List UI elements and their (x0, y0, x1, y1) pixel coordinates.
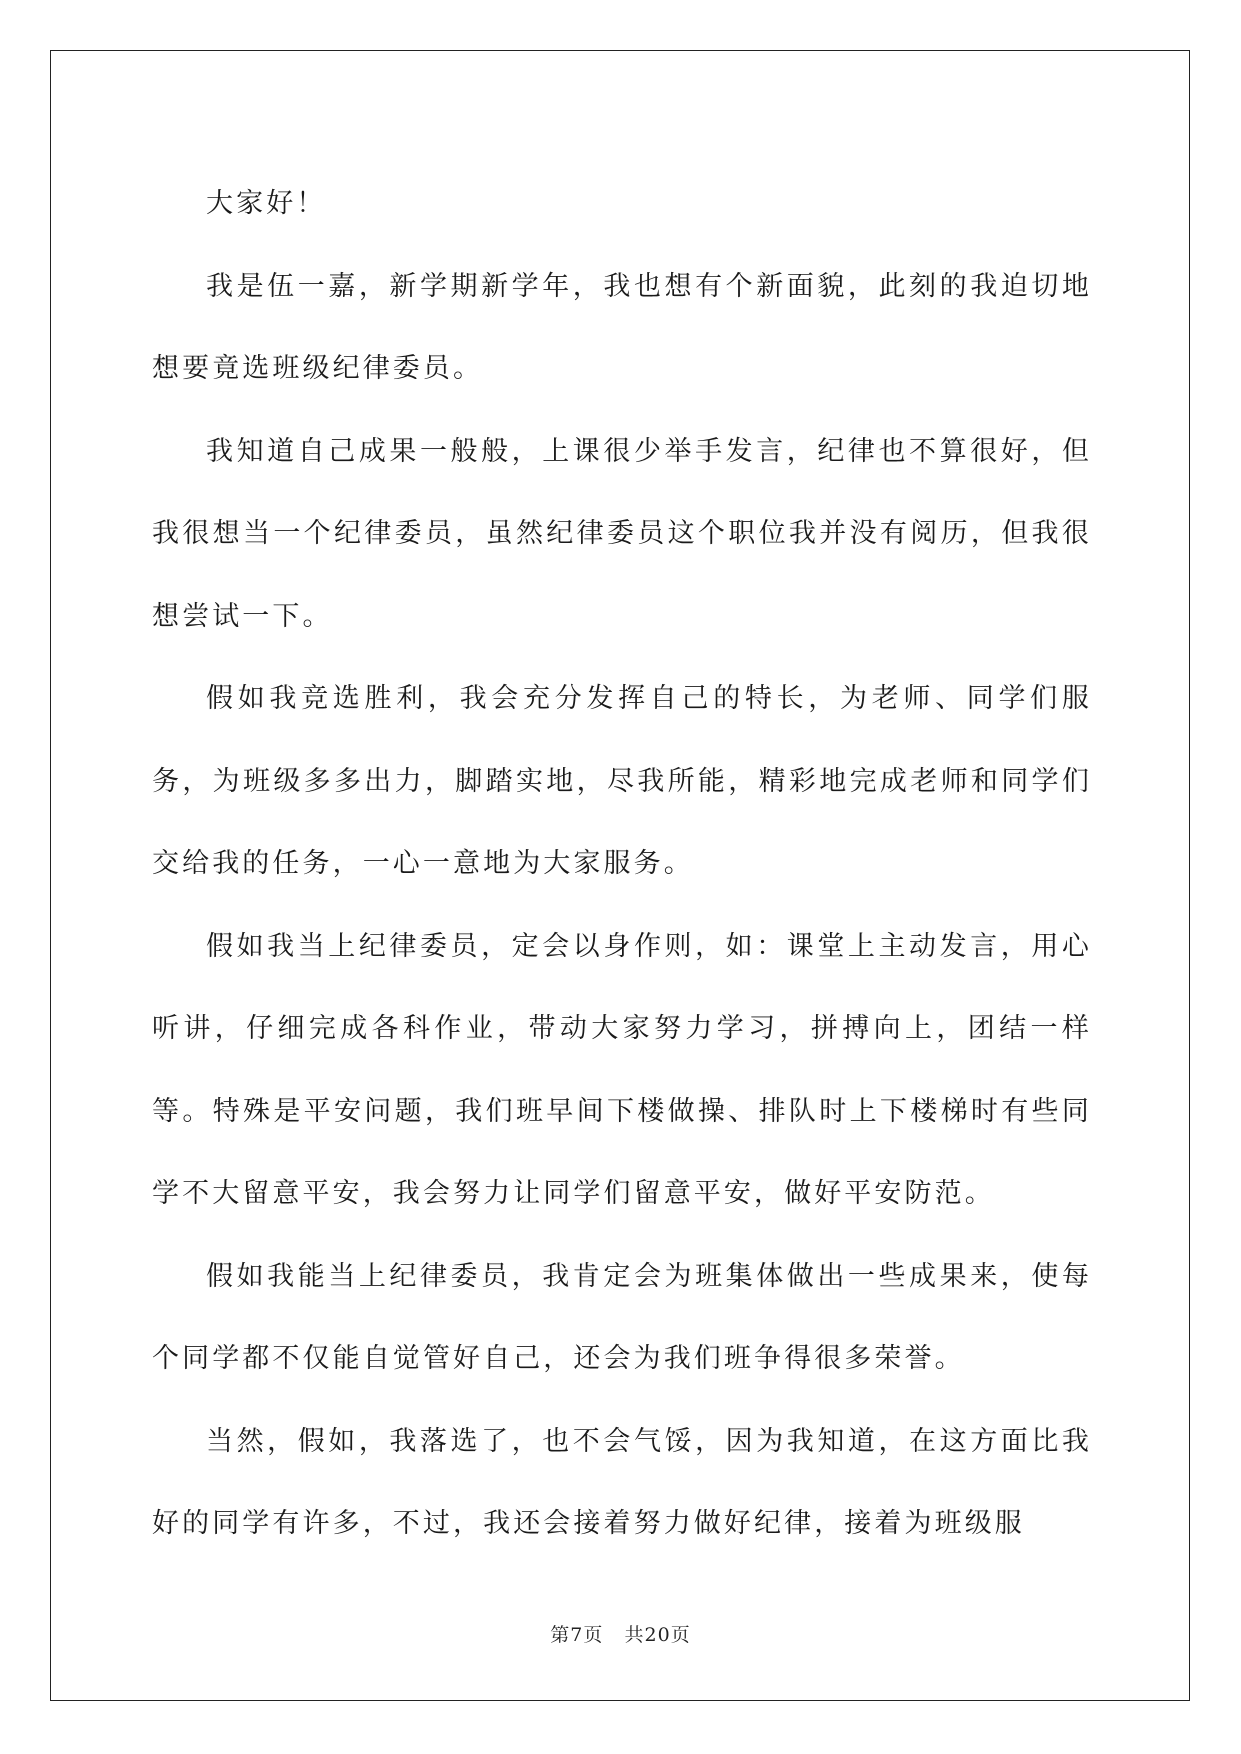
page-number: 第7页 (550, 1624, 604, 1646)
paragraph-if-not-elected: 当然，假如，我落选了，也不会气馁，因为我知道，在这方面比我好的同学有许多，不过，我还会接着努力做好纪律，接着为班级服 (152, 1425, 1092, 1539)
page-footer (0, 1620, 1241, 1647)
paragraph-commitments: 假如我当上纪律委员，定会以身作则，如：课堂上主动发言，用心听讲，仔细完成各科作业，带动大家努力学习，拼搏向上，团结一样等。特殊是平安问题，我们班早间下楼做操、排队时上下楼梯时有些同学不大留意平安，我会努力让同学们留意平安，做好平安防范。 (152, 930, 1092, 1209)
paragraph-greeting: 大家好！ (206, 188, 327, 219)
paragraph-achievements: 假如我能当上纪律委员，我肯定会为班集体做出一些成果来，使每个同学都不仅能自觉管好自己，还会为我们班争得很多荣誉。 (152, 1260, 1092, 1374)
paragraph-introduction: 我是伍一嘉，新学期新学年，我也想有个新面貌，此刻的我迫切地想要竟选班级纪律委员。 (152, 270, 1092, 384)
paragraph-if-elected: 假如我竞选胜利，我会充分发挥自己的特长，为老师、同学们服务，为班级多多出力，脚踏实地，尽我所能，精彩地完成老师和同学们交给我的任务，一心一意地为大家服务。 (152, 683, 1092, 879)
paragraph-self-assessment: 我知道自己成果一般般，上课很少举手发言，纪律也不算很好，但我很想当一个纪律委员，虽然纪律委员这个职位我并没有阅历，但我很想尝试一下。 (152, 435, 1092, 632)
page-total: 共20页 (624, 1624, 691, 1646)
document-body (152, 163, 1092, 1566)
